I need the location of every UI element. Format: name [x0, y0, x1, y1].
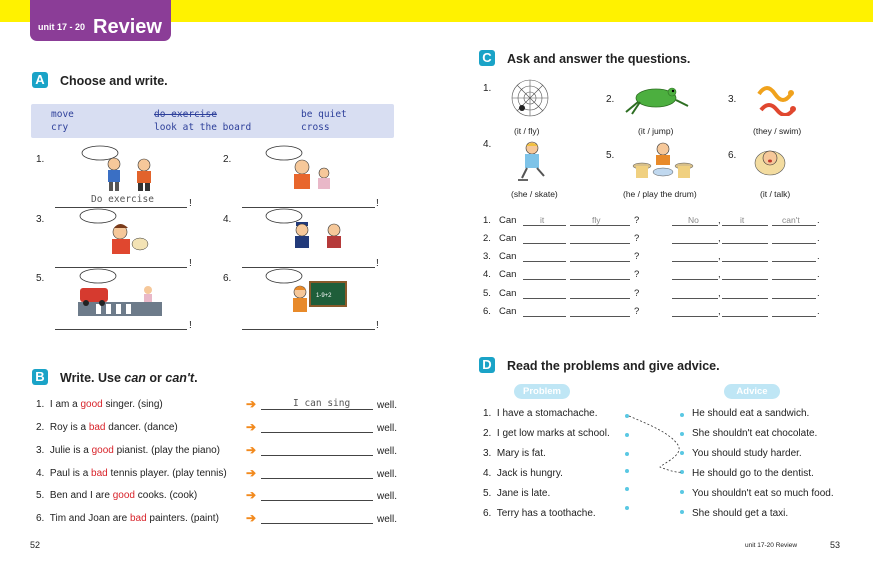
- word-be-quiet: be quiet: [301, 109, 347, 120]
- a-answer-handwritten: Do exercise: [91, 194, 154, 205]
- c-picture-number: 4.: [483, 139, 492, 150]
- c-caption: (it / fly): [514, 126, 540, 136]
- section-a-badge: A: [32, 72, 48, 88]
- advice-item: He should go to the dentist.: [692, 468, 814, 479]
- problem-label: Problem: [514, 384, 570, 399]
- b-well: well.: [377, 423, 398, 434]
- c-picture-number: 1.: [483, 83, 492, 94]
- right-page-number: 53: [830, 540, 841, 550]
- mother-baby-illustration: [78, 208, 163, 256]
- arrow-icon: ➔: [246, 420, 257, 434]
- section-a-title: Choose and write.: [60, 74, 168, 88]
- b-row: 5. Ben and I are good cooks. (cook): [36, 490, 198, 501]
- advice-item: You shouldn't eat so much food.: [692, 488, 834, 499]
- problem-item: 2. I get low marks at school.: [483, 428, 610, 439]
- c-picture-number: 6.: [728, 150, 737, 161]
- baby-talk-illustration: [752, 143, 788, 179]
- b-well: well.: [377, 469, 398, 480]
- advice-dot[interactable]: [680, 490, 684, 494]
- arrow-icon: ➔: [246, 488, 257, 502]
- advice-item: He should eat a sandwich.: [692, 408, 810, 419]
- b-answer-handwritten: I can sing: [293, 398, 351, 409]
- teacher-board-illustration: [264, 268, 349, 318]
- a-item-number: 5.: [36, 273, 45, 284]
- word-move: move: [51, 109, 74, 120]
- arrow-icon: ➔: [246, 511, 257, 525]
- advice-item: You should study harder.: [692, 448, 802, 459]
- c-picture-number: 3.: [728, 94, 737, 105]
- c-caption: (it / jump): [638, 126, 674, 136]
- problem-item: 4. Jack is hungry.: [483, 468, 563, 479]
- page-title: Review: [93, 16, 162, 38]
- boy-drum-illustration: [630, 140, 696, 182]
- left-page-number: 52: [30, 540, 41, 550]
- a-item-number: 4.: [223, 214, 232, 225]
- a-answer-line[interactable]: [55, 317, 187, 330]
- word-bank: [31, 104, 394, 138]
- section-d-title: Read the problems and give advice.: [507, 359, 720, 373]
- word-cry: cry: [51, 122, 69, 133]
- car-crossing-illustration: [76, 268, 164, 318]
- problem-dot[interactable]: [625, 487, 629, 491]
- svg-text:1-9+2: 1-9+2: [316, 293, 332, 299]
- section-b-badge: B: [32, 369, 48, 385]
- snakes-swim-illustration: [755, 80, 797, 116]
- c-caption: (it / talk): [760, 189, 791, 199]
- a-item-number: 1.: [36, 154, 45, 165]
- b-well: well.: [377, 491, 398, 502]
- a-answer-line[interactable]: [242, 317, 375, 330]
- mother-child-illustration: [264, 145, 349, 193]
- b-answer-line[interactable]: [261, 489, 373, 501]
- b-row: 1. I am a good singer. (sing): [36, 399, 163, 410]
- advice-item: She should get a taxi.: [692, 508, 789, 519]
- b-answer-line[interactable]: [261, 512, 373, 524]
- advice-dot[interactable]: [680, 510, 684, 514]
- kids-exercise-illustration: [78, 145, 163, 193]
- c-caption: (she / skate): [511, 189, 558, 199]
- spider-web-illustration: [508, 78, 552, 120]
- a-answer-line[interactable]: [242, 195, 375, 208]
- advice-item: She shouldn't eat chocolate.: [692, 428, 818, 439]
- word-look-at-the-board: look at the board: [154, 122, 252, 133]
- section-c-badge: C: [479, 50, 495, 66]
- b-row: 2. Roy is a bad dancer. (dance): [36, 422, 178, 433]
- unit-tab: [30, 0, 171, 41]
- section-c-title: Ask and answer the questions.: [507, 52, 691, 66]
- c-caption: (they / swim): [753, 126, 802, 136]
- b-row: 6. Tim and Joan are bad painters. (paint): [36, 513, 219, 524]
- a-exclamation: !: [189, 198, 192, 209]
- section-d-badge: D: [479, 357, 495, 373]
- a-item-number: 6.: [223, 273, 232, 284]
- a-exclamation: !: [376, 258, 379, 269]
- arrow-icon: ➔: [246, 466, 257, 480]
- b-well: well.: [377, 400, 398, 411]
- footer-unit-label: unit 17-20 Review: [745, 542, 798, 549]
- problem-dot[interactable]: [625, 506, 629, 510]
- arrow-icon: ➔: [246, 397, 257, 411]
- c-picture-number: 2.: [606, 94, 615, 105]
- police-boy-illustration: [264, 208, 349, 256]
- a-item-number: 2.: [223, 154, 232, 165]
- word-cross: cross: [301, 122, 330, 133]
- problem-item: 5. Jane is late.: [483, 488, 551, 499]
- c-picture-number: 5.: [606, 150, 615, 161]
- word-do-exercise: do exercise: [154, 109, 217, 120]
- b-answer-line[interactable]: [261, 444, 373, 456]
- problem-item: 1. I have a stomachache.: [483, 408, 598, 419]
- girl-skate-illustration: [512, 140, 552, 182]
- a-exclamation: !: [189, 320, 192, 331]
- c-caption: (he / play the drum): [623, 189, 697, 199]
- b-well: well.: [377, 446, 398, 457]
- problem-item: 3. Mary is fat.: [483, 448, 546, 459]
- b-answer-line[interactable]: [261, 421, 373, 433]
- a-exclamation: !: [376, 320, 379, 331]
- a-exclamation: !: [376, 198, 379, 209]
- b-answer-line[interactable]: [261, 467, 373, 479]
- a-item-number: 3.: [36, 214, 45, 225]
- b-well: well.: [377, 514, 398, 525]
- a-exclamation: !: [189, 258, 192, 269]
- b-row: 3. Julie is a good pianist. (play the piano): [36, 445, 221, 456]
- b-row: 4. Paul is a bad tennis player. (play tennis): [36, 468, 227, 479]
- a-answer-line[interactable]: [242, 255, 375, 268]
- problem-item: 6. Terry has a toothache.: [483, 508, 596, 519]
- unit-label: unit 17 - 20: [38, 22, 86, 32]
- section-b-title: Write. Use can or can't.: [60, 371, 198, 385]
- arrow-icon: ➔: [246, 443, 257, 457]
- frog-jump-illustration: [622, 80, 692, 116]
- matching-line: [620, 405, 690, 485]
- advice-label: Advice: [724, 384, 780, 399]
- a-answer-line[interactable]: [55, 255, 187, 268]
